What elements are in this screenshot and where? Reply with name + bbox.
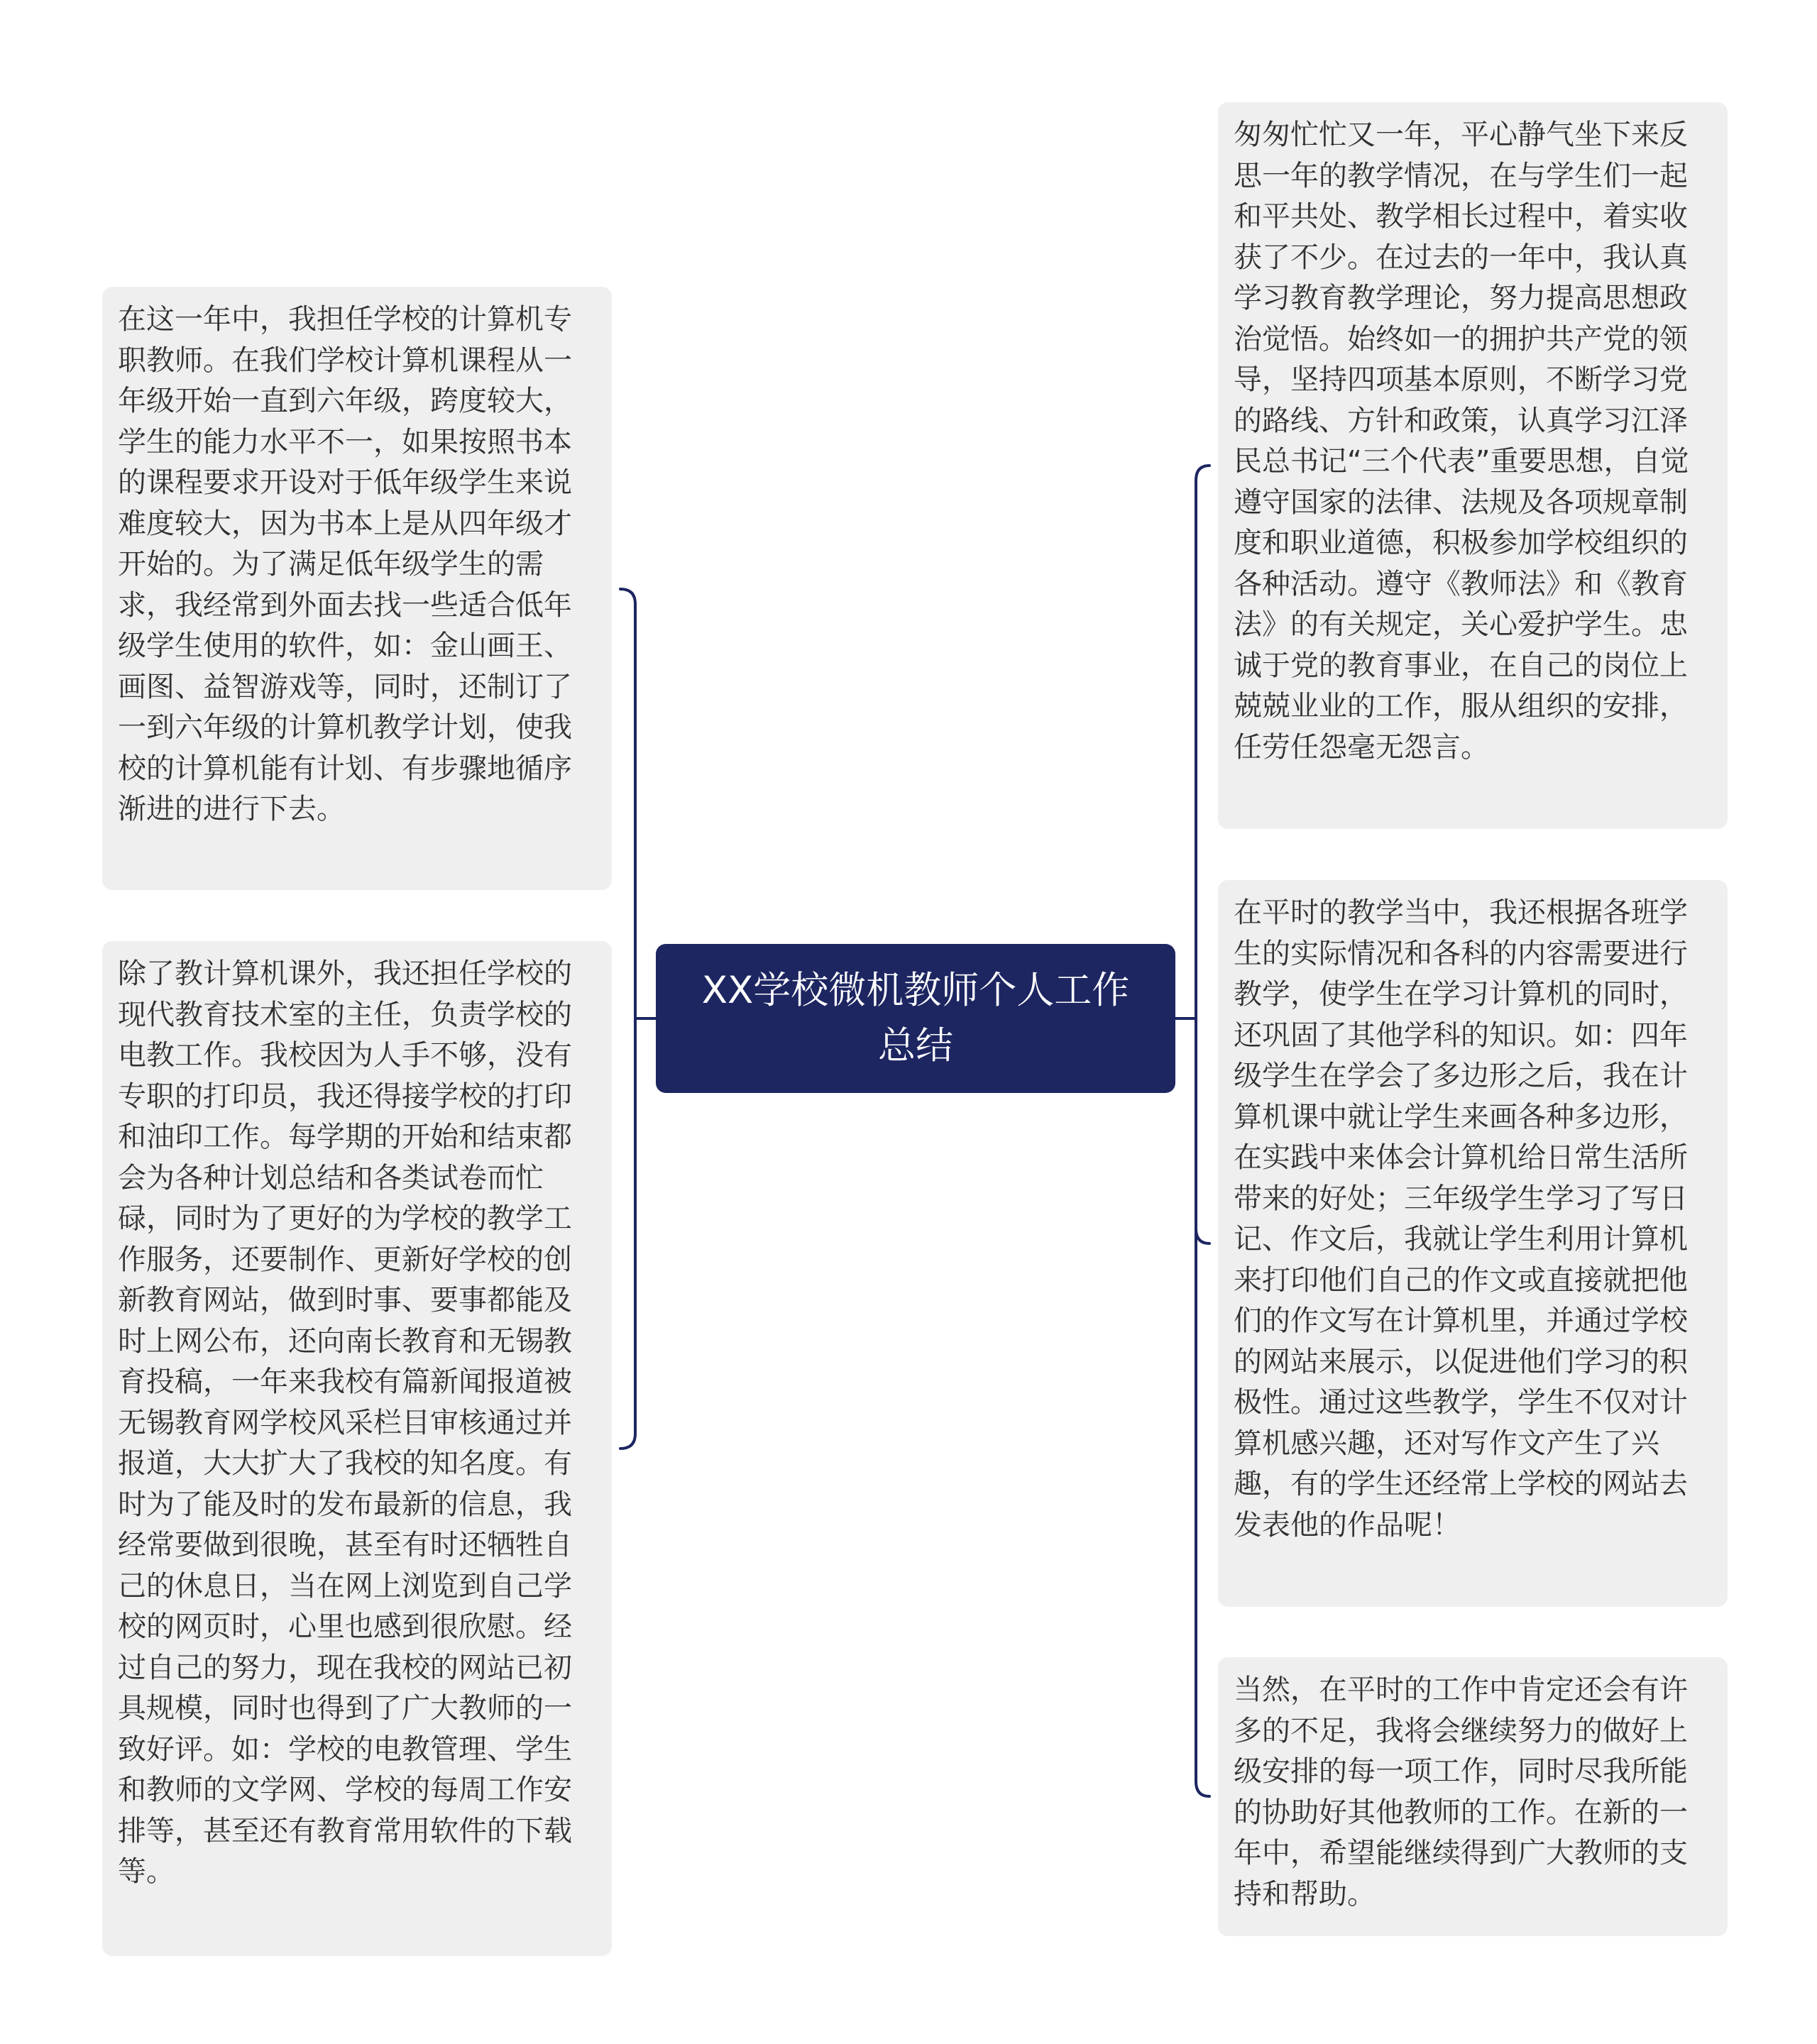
branch-node-text: 匆匆忙忙又一年，平心静气坐下来反思一年的教学情况，在与学生们一起和平共处、教学相长过程中，着实收获了不少。在过去的一年中，我认真学习教育教学理论，努力提高思想政治觉悟。始终如一的拥护共产党的领导，坚持四项基本原则，不断学习党的路线、方针和政策，认真学习江泽民总书记“三个代表”重要思想，自觉遵守国家的法律、法规及各项规章制度和职业道德，积极参加学校组织的各种活动。遵守《教师法》和《教育法》的有关规定，关心爱护学生。忠诚于党的教育事业，在自己的岗位上兢兢业业的工作，服从组织的安排，任劳任怨毫无怨言。 (1234, 119, 1689, 764)
branch-node-right-1[interactable] (1218, 102, 1728, 829)
branch-node-left-2[interactable] (102, 941, 612, 1956)
branch-node-text: 当然，在平时的工作中肯定还会有许多的不足，我将会继续努力的做好上级安排的每一项工作，同时尽我所能的协助好其他教师的工作。在新的一年中，希望能继续得到广大教师的支持和帮助。 (1234, 1674, 1688, 1911)
branch-node-text: 在平时的教学当中，我还根据各班学生的实际情况和各科的内容需要进行教学，使学生在学习计算机的同时，还巩固了其他学科的知识。如：四年级学生在学会了多边形之后，我在计算机课中就让学生来画各种多边形，在实践中来体会计算机给日常生活所带来的好处；三年级学生学习了写日记、作文后，我就让学生利用计算机来打印他们自己的作文或直接就把他们的作文写在计算机里，并通过学校的网站来展示，以促进他们学习的积极性。通过这些教学，学生不仅对计算机感兴趣，还对写作文产生了兴趣，有的学生还经常上学校的网站去发表他的作品呢！ (1234, 896, 1688, 1542)
branch-node-text: 除了教计算机课外，我还担任学校的现代教育技术室的主任，负责学校的电教工作。我校因为人手不够，没有专职的打印员，我还得接学校的打印和油印工作。每学期的开始和结束都会为各种计划总结和各类试卷而忙碌，同时为了更好的为学校的教学工作服务，还要制作、更新好学校的创新教育网站，做到时事、要事都能及时上网公布，还向南长教育和无锡教育投稿，一年来我校有篇新闻报道被无锡教育网学校风采栏目审核通过并报道，大大扩大了我校的知名度。有时为了能及时的发布最新的信息，我经常要做到很晚，甚至有时还牺牲自己的休息日，当在网上浏览到自己学校的网页时，心里也感到很欣慰。经过自己的努力，现在我校的网站已初具规模，同时也得到了广大教师的一致好评。如：学校的电教管理、学生和教师的文学网、学校的每周工作安排等，甚至还有教育常用软件的下载等。 (118, 957, 572, 1888)
branch-node-text: 在这一年中，我担任学校的计算机专职教师。在我们学校计算机课程从一年级开始一直到六年级，跨度较大，学生的能力水平不一，如果按照书本的课程要求开设对于低年级学生来说难度较大，因为书本上是从四年级才开始的。为了满足低年级学生的需求，我经常到外面去找一些适合低年级学生使用的软件，如：金山画王、画图、益智游戏等，同时，还制订了一到六年级的计算机教学计划，使我校的计算机能有计划、有步骤地循序渐进的进行下去。 (118, 303, 572, 825)
connector-right-mid (1196, 1229, 1209, 1243)
branch-node-right-2[interactable] (1218, 880, 1728, 1607)
branch-node-left-1[interactable] (102, 287, 612, 890)
root-topic[interactable] (656, 944, 1175, 1093)
connector-right-top (1196, 466, 1209, 1796)
connector-left-spine (620, 589, 635, 1449)
root-topic-title: XX学校微机教师个人工作总结 (701, 969, 1130, 1067)
branch-node-right-3[interactable] (1218, 1657, 1728, 1936)
